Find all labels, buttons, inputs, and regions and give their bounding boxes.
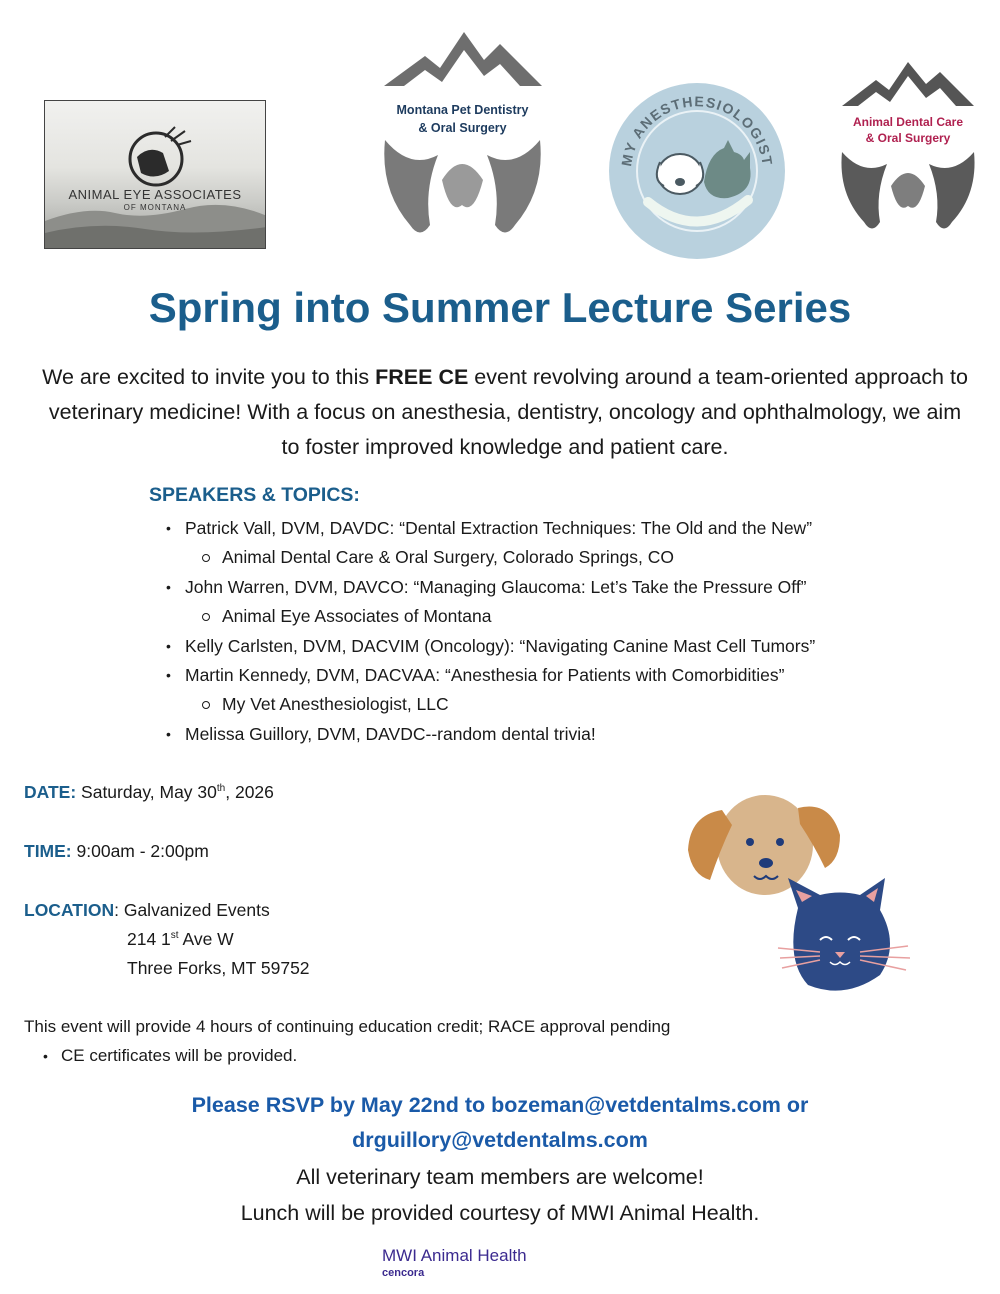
bullet-icon: • — [166, 667, 171, 683]
location-city: Three Forks, MT 59752 — [127, 958, 310, 978]
mwi-logo-name: MWI Animal Health — [382, 1246, 527, 1265]
intro-free-ce: FREE CE — [375, 365, 469, 389]
bullet-icon: • — [166, 638, 171, 654]
date-year: , 2026 — [225, 782, 274, 802]
intro-text-2: event revolving around a team-oriented approach to veterinary medicine! With a focus on anesthesia, dentistry, oncology and ophthalmology, we aim to foster improved knowledge and patient care. — [48, 365, 968, 459]
svg-text:MY ANESTHESIOLOGIST — [618, 93, 776, 167]
page-title: Spring into Summer Lecture Series — [148, 284, 852, 331]
mpd-logo-text — [380, 101, 545, 137]
tooth-mountain-icon — [838, 60, 978, 238]
ce-certificate-text: CE certificates will be provided. — [61, 1046, 298, 1065]
address-suffix: st — [170, 930, 179, 942]
bullet-icon: • — [43, 1048, 48, 1064]
intro-text-1: We are excited to invite you to this — [42, 365, 376, 389]
speaker-affiliation: My Vet Anesthesiologist, LLC — [222, 694, 449, 714]
sub-bullet-icon — [202, 701, 210, 709]
event-location — [24, 900, 270, 921]
bullet-icon: • — [166, 726, 171, 742]
speaker-item: John Warren, DVM, DAVCO: “Managing Glaucoma: Let’s Take the Pressure Off” — [185, 577, 807, 597]
animal-dental-care-logo — [838, 60, 978, 238]
event-time — [24, 841, 209, 862]
time-label: TIME: — [24, 841, 72, 861]
location-label: LOCATION — [24, 900, 115, 920]
bullet-icon: • — [166, 579, 171, 595]
date-value: Saturday, May 30 — [76, 782, 217, 802]
date-suffix: th — [216, 783, 226, 795]
animal-eye-associates-logo — [44, 100, 266, 249]
mpd-logo-line2: & Oral Surgery — [418, 121, 507, 135]
adc-logo-text — [838, 114, 978, 146]
tooth-mountain-icon — [380, 30, 545, 245]
event-date — [24, 782, 274, 803]
cat-face-icon — [778, 878, 910, 991]
speaker-item: Kelly Carlsten, DVM, DACVIM (Oncology): “Navigating Canine Mast Cell Tumors” — [185, 636, 816, 656]
welcome-text: All veterinary team members are welcome! — [296, 1165, 704, 1189]
speakers-heading: SPEAKERS & TOPICS: — [149, 484, 360, 506]
adc-logo-line1: Animal Dental Care — [852, 115, 964, 129]
lunch-text: Lunch will be provided courtesy of MWI Animal Health. — [240, 1201, 760, 1225]
eye-logo-line2: OF MONTANA — [123, 203, 187, 212]
eye-logo-line1: ANIMAL EYE ASSOCIATES — [68, 187, 242, 202]
speaker-affiliation: Animal Eye Associates of Montana — [222, 606, 492, 626]
anes-logo-arc-text: MY ANESTHESIOLOGIST — [618, 93, 776, 168]
mpd-logo-line1: Montana Pet Dentistry — [396, 103, 529, 117]
dog-face-icon — [688, 795, 840, 895]
location-name: Galvanized Events — [118, 900, 270, 920]
sub-bullet-icon — [202, 554, 210, 562]
time-value: 9:00am - 2:00pm — [71, 841, 209, 861]
speaker-affiliation: Animal Dental Care & Oral Surgery, Colorado Springs, CO — [222, 547, 674, 567]
adc-logo-line2: & Oral Surgery — [865, 131, 951, 145]
date-label: DATE: — [24, 782, 77, 802]
address-street: Ave W — [178, 929, 234, 949]
speaker-item: Martin Kennedy, DVM, DACVAA: “Anesthesia for Patients with Comorbidities” — [185, 665, 785, 685]
rsvp-line-2: drguillory@vetdentalms.com — [352, 1128, 648, 1152]
mountain-eye-icon — [45, 101, 266, 249]
speaker-item: Patrick Vall, DVM, DAVDC: “Dental Extraction Techniques: The Old and the New” — [185, 518, 813, 538]
address-number: 214 1 — [127, 929, 171, 949]
location-address — [127, 929, 234, 950]
rsvp-line-1: Please RSVP by May 22nd to bozeman@vetdentalms.com or — [191, 1093, 809, 1117]
anesthesiologist-logo-text — [608, 82, 786, 260]
intro-paragraph — [40, 360, 970, 465]
mwi-animal-health-logo — [382, 1246, 582, 1286]
speaker-item: Melissa Guillory, DVM, DAVDC--random dental trivia! — [185, 724, 596, 744]
mwi-logo-sub: cencora — [382, 1267, 425, 1279]
dog-cat-illustration — [680, 790, 920, 1000]
montana-pet-dentistry-logo — [380, 30, 545, 245]
sub-bullet-icon — [202, 613, 210, 621]
ce-credit-text: This event will provide 4 hours of continuing education credit; RACE approval pending — [24, 1017, 671, 1036]
location-colon: : — [114, 900, 119, 920]
bullet-icon: • — [166, 520, 171, 536]
